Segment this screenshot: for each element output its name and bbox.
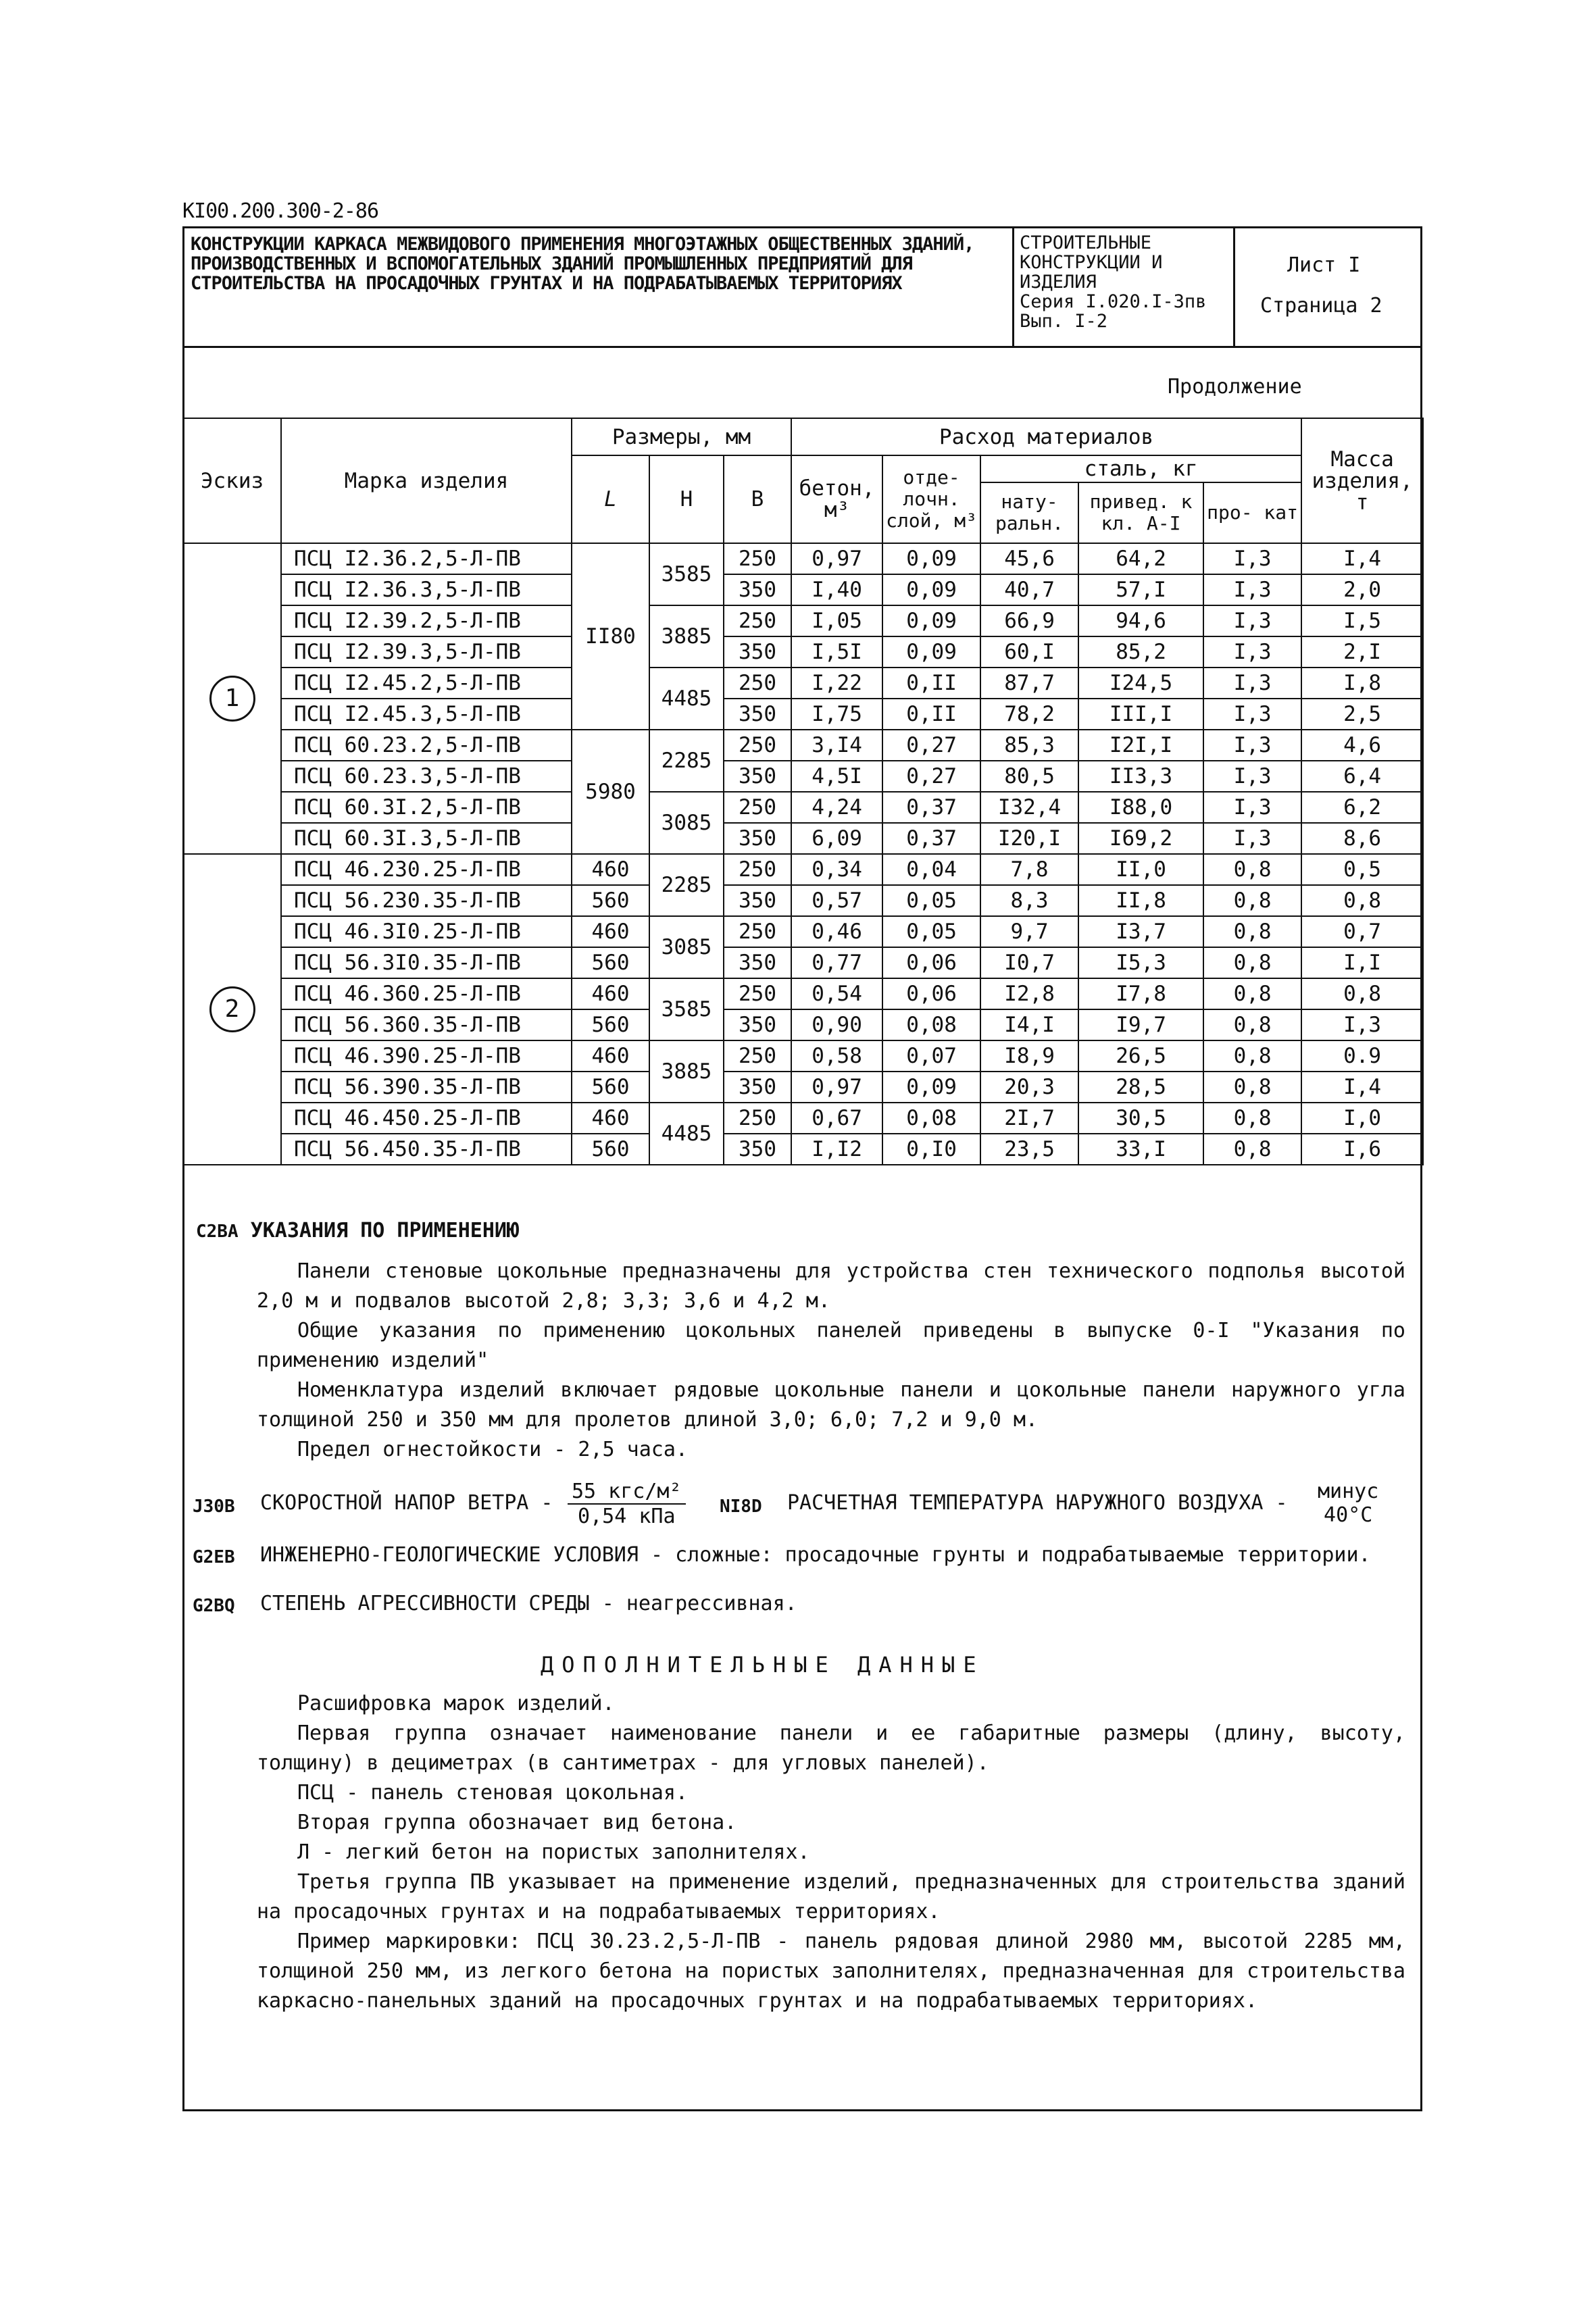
cell-concrete: 4,24: [791, 792, 882, 823]
cell-mark: ПСЦ 60.23.2,5-Л-ПВ: [281, 730, 572, 761]
cell-L: 460: [572, 1103, 649, 1134]
col-steel-reduced: привед. к кл. А-I: [1078, 482, 1203, 543]
cell-steel-reduced: II,8: [1078, 885, 1203, 916]
cell-steel-rolled: 0,8: [1203, 947, 1301, 978]
cell-H: 3085: [649, 916, 724, 978]
col-sketch: Эскиз: [183, 418, 281, 543]
cell-mark: ПСЦ 46.450.25-Л-ПВ: [281, 1103, 572, 1134]
cell-mark: ПСЦ I2.36.2,5-Л-ПВ: [281, 543, 572, 574]
usage-title: УКАЗАНИЯ ПО ПРИМЕНЕНИЮ: [250, 1219, 520, 1242]
cell-mark: ПСЦ I2.36.3,5-Л-ПВ: [281, 574, 572, 605]
cell-concrete: I,05: [791, 605, 882, 636]
cell-steel-reduced: III,I: [1078, 699, 1203, 730]
cell-H: 2285: [649, 730, 724, 792]
cell-concrete: 0,97: [791, 1072, 882, 1103]
cell-mass: 2,I: [1301, 636, 1423, 668]
col-concrete: бетон, м³: [791, 455, 882, 543]
sheet-number: Лист I: [1287, 253, 1361, 277]
cell-concrete: I,5I: [791, 636, 882, 668]
cell-concrete: 0,34: [791, 854, 882, 885]
cell-steel-natural: I8,9: [980, 1040, 1078, 1072]
cell-B: 350: [724, 1072, 791, 1103]
cell-mass: 4,6: [1301, 730, 1423, 761]
cell-finish: 0,27: [882, 730, 980, 761]
cell-mass: I,I: [1301, 947, 1423, 978]
cell-L: 560: [572, 885, 649, 916]
cell-concrete: I,I2: [791, 1134, 882, 1165]
cell-finish: 0,09: [882, 1072, 980, 1103]
cell-steel-reduced: I3,7: [1078, 916, 1203, 947]
cell-steel-natural: 23,5: [980, 1134, 1078, 1165]
cell-steel-reduced: II3,3: [1078, 761, 1203, 792]
cell-steel-rolled: I,3: [1203, 730, 1301, 761]
cell-steel-rolled: 0,8: [1203, 885, 1301, 916]
cell-concrete: 0,90: [791, 1009, 882, 1040]
cell-L: 5980: [572, 730, 649, 854]
cell-B: 250: [724, 543, 791, 574]
document-code: KI00.200.300-2-86: [182, 199, 379, 223]
additional-line: Первая группа означает наименование панели и ее габаритные размеры (длину, высоту, толщину) в дециметрах (в сантиметрах - для угловых панелей).: [257, 1721, 1405, 1775]
col-finish: отде- лочн. слой, м³: [882, 455, 980, 543]
cell-mark: ПСЦ 46.360.25-Л-ПВ: [281, 978, 572, 1009]
cell-mass: 0,8: [1301, 978, 1423, 1009]
cell-finish: 0,37: [882, 823, 980, 854]
cell-finish: 0,II: [882, 699, 980, 730]
cell-steel-natural: 20,3: [980, 1072, 1078, 1103]
cell-steel-reduced: 94,6: [1078, 605, 1203, 636]
temp-code: NI8D: [720, 1496, 762, 1517]
cell-mark: ПСЦ I2.45.3,5-Л-ПВ: [281, 699, 572, 730]
cell-steel-rolled: I,3: [1203, 543, 1301, 574]
series-info: [1012, 226, 1235, 346]
table-row: [183, 823, 1423, 854]
page-number: Страница 2: [1260, 294, 1382, 318]
cell-H: 4485: [649, 1103, 724, 1165]
cell-H: 2285: [649, 854, 724, 916]
col-mass: Масса изделия, т: [1301, 418, 1423, 543]
cell-finish: 0,05: [882, 916, 980, 947]
cell-mass: 0,8: [1301, 885, 1423, 916]
sketch-cell: [183, 543, 281, 854]
additional-line: Расшифровка марок изделий.: [297, 1692, 615, 1715]
cell-mark: ПСЦ 56.3I0.35-Л-ПВ: [281, 947, 572, 978]
cell-concrete: 0,67: [791, 1103, 882, 1134]
cell-B: 250: [724, 978, 791, 1009]
col-steel-natural: нату- ральн.: [980, 482, 1078, 543]
additional-line: ПСЦ - панель стеновая цокольная.: [297, 1781, 688, 1805]
cell-finish: 0,09: [882, 605, 980, 636]
cell-steel-natural: 66,9: [980, 605, 1078, 636]
cell-B: 350: [724, 574, 791, 605]
col-steel: сталь, кг: [980, 455, 1301, 482]
cell-concrete: 3,I4: [791, 730, 882, 761]
cell-steel-reduced: 30,5: [1078, 1103, 1203, 1134]
cell-steel-reduced: I69,2: [1078, 823, 1203, 854]
cell-steel-rolled: I,3: [1203, 574, 1301, 605]
geo-text: ИНЖЕНЕРНО-ГЕОЛОГИЧЕСКИЕ УСЛОВИЯ - сложные: просадочные грунты и подрабатываемые территории.: [260, 1543, 1371, 1567]
cell-L: II80: [572, 543, 649, 730]
table-row: [183, 574, 1423, 605]
cell-concrete: I,40: [791, 574, 882, 605]
cell-mass: 8,6: [1301, 823, 1423, 854]
cell-mark: ПСЦ 46.230.25-Л-ПВ: [281, 854, 572, 885]
cell-steel-rolled: 0,8: [1203, 978, 1301, 1009]
cell-finish: 0,08: [882, 1103, 980, 1134]
cell-steel-natural: 87,7: [980, 668, 1078, 699]
sketch-number-circle: 2: [209, 986, 255, 1032]
series-line: КОНСТРУКЦИИ И: [1020, 252, 1163, 273]
cell-steel-reduced: II,0: [1078, 854, 1203, 885]
wind-label: СКОРОСТНОЙ НАПОР ВЕТРА -: [260, 1491, 553, 1515]
temp-value-degrees: 40°C: [1324, 1503, 1373, 1527]
cell-steel-natural: 60,I: [980, 636, 1078, 668]
cell-steel-natural: I4,I: [980, 1009, 1078, 1040]
cell-H: 3885: [649, 1040, 724, 1103]
cell-steel-reduced: 33,I: [1078, 1134, 1203, 1165]
cell-steel-reduced: 28,5: [1078, 1072, 1203, 1103]
cell-steel-rolled: I,3: [1203, 792, 1301, 823]
cell-mass: 2,0: [1301, 574, 1423, 605]
cell-steel-rolled: I,3: [1203, 823, 1301, 854]
col-H: H: [649, 455, 724, 543]
cell-steel-reduced: 64,2: [1078, 543, 1203, 574]
cell-steel-reduced: 26,5: [1078, 1040, 1203, 1072]
temp-label: РАСЧЕТНАЯ ТЕМПЕРАТУРА НАРУЖНОГО ВОЗДУХА -: [787, 1491, 1288, 1515]
cell-finish: 0,I0: [882, 1134, 980, 1165]
cell-mass: 2,5: [1301, 699, 1423, 730]
usage-paragraph: Панели стеновые цокольные предназначены для устройства стен технического подполья высотой 2,0 м и подвалов высотой 2,8; 3,3; 3,6 и 4,2 м.: [257, 1259, 1405, 1313]
table-row: [183, 605, 1423, 636]
geo-code: G2EB: [193, 1547, 235, 1567]
wind-value-kpa: 0,54 кПа: [578, 1505, 676, 1528]
cell-mark: ПСЦ 56.390.35-Л-ПВ: [281, 1072, 572, 1103]
cell-mark: ПСЦ 46.390.25-Л-ПВ: [281, 1040, 572, 1072]
usage-paragraph: Общие указания по применению цокольных панелей приведены в выпуске 0-I "Указания по применению изделий": [257, 1319, 1405, 1372]
cell-finish: 0,37: [882, 792, 980, 823]
group-1-rows: [183, 543, 1423, 854]
cell-concrete: 0,58: [791, 1040, 882, 1072]
usage-code: C2BA: [196, 1222, 239, 1242]
cell-steel-reduced: 57,I: [1078, 574, 1203, 605]
wind-value-kgs: 55 кгс/м²: [568, 1480, 686, 1505]
cell-B: 250: [724, 730, 791, 761]
cell-H: 3885: [649, 605, 724, 668]
cell-B: 250: [724, 1040, 791, 1072]
cell-L: 460: [572, 1040, 649, 1072]
table-row: [183, 1040, 1423, 1072]
table-row: [183, 730, 1423, 761]
additional-text: [257, 1689, 1405, 2016]
cell-B: 350: [724, 823, 791, 854]
wind-value: [568, 1480, 686, 1528]
cell-B: 250: [724, 605, 791, 636]
cell-steel-natural: I20,I: [980, 823, 1078, 854]
cell-steel-rolled: I,3: [1203, 605, 1301, 636]
cell-steel-natural: 7,8: [980, 854, 1078, 885]
cell-steel-natural: 2I,7: [980, 1103, 1078, 1134]
table-row: [183, 978, 1423, 1009]
cell-steel-natural: 85,3: [980, 730, 1078, 761]
series-title: КОНСТРУКЦИИ КАРКАСА МЕЖВИДОВОГО ПРИМЕНЕНИЯ МНОГОЭТАЖНЫХ ОБЩЕСТВЕННЫХ ЗДАНИЙ, ПРОИЗВОДСТВЕННЫХ И ВСПОМОГАТЕЛЬНЫХ ЗДАНИЙ ПРОМЫШЛЕННЫХ ПРЕДПРИЯТИЙ ДЛЯ СТРОИТЕЛЬСТВА НА ПРОСАДОЧНЫХ ГРУНТАХ И НА ПОДРАБАТЫВАЕМЫХ ТЕРРИТОРИЯХ: [191, 234, 974, 294]
cell-B: 250: [724, 1103, 791, 1134]
temp-value: [1318, 1480, 1378, 1527]
col-B: B: [724, 455, 791, 543]
cell-B: 350: [724, 1134, 791, 1165]
cell-steel-natural: I2,8: [980, 978, 1078, 1009]
cell-finish: 0,II: [882, 668, 980, 699]
cell-concrete: 0,97: [791, 543, 882, 574]
cell-steel-rolled: 0,8: [1203, 854, 1301, 885]
continuation-label: Продолжение: [1168, 375, 1302, 399]
col-L: L: [572, 455, 649, 543]
cell-steel-rolled: I,3: [1203, 761, 1301, 792]
cell-B: 350: [724, 1009, 791, 1040]
cell-B: 350: [724, 885, 791, 916]
table-row: [183, 947, 1423, 978]
usage-heading: [196, 1216, 519, 1247]
table-row: [183, 1009, 1423, 1040]
series-line: Вып. I-2: [1020, 311, 1108, 332]
col-steel-rolled: про- кат: [1203, 482, 1301, 543]
col-dims: Размеры, мм: [572, 418, 791, 455]
cell-steel-natural: 9,7: [980, 916, 1078, 947]
aggr-code: G2BQ: [193, 1596, 235, 1616]
cell-finish: 0,04: [882, 854, 980, 885]
cell-L: 460: [572, 854, 649, 885]
products-table: [182, 418, 1424, 1165]
cell-steel-rolled: 0,8: [1203, 1040, 1301, 1072]
cell-mass: I,6: [1301, 1134, 1423, 1165]
cell-steel-natural: I0,7: [980, 947, 1078, 978]
cell-steel-natural: 78,2: [980, 699, 1078, 730]
cell-L: 460: [572, 916, 649, 947]
cell-mass: 0,5: [1301, 854, 1423, 885]
cell-steel-rolled: 0,8: [1203, 916, 1301, 947]
cell-L: 560: [572, 1009, 649, 1040]
cell-steel-natural: 45,6: [980, 543, 1078, 574]
cell-mass: I,5: [1301, 605, 1423, 636]
cell-steel-reduced: I9,7: [1078, 1009, 1203, 1040]
cell-steel-reduced: I5,3: [1078, 947, 1203, 978]
additional-title: ДОПОЛНИТЕЛЬНЫЕ ДАННЫЕ: [541, 1652, 984, 1678]
group-2-rows: [183, 854, 1423, 1165]
series-line: Серия I.020.I-3пв: [1020, 291, 1207, 312]
usage-paragraph: Номенклатура изделий включает рядовые цокольные панели и цокольные панели наружного угла толщиной 250 и 350 мм для пролетов длиной 3,0; 6,0; 7,2 и 9,0 м.: [257, 1378, 1405, 1432]
cell-mass: I,0: [1301, 1103, 1423, 1134]
cell-B: 350: [724, 636, 791, 668]
cell-mark: ПСЦ 46.3I0.25-Л-ПВ: [281, 916, 572, 947]
cell-concrete: I,75: [791, 699, 882, 730]
cell-finish: 0,06: [882, 947, 980, 978]
cell-B: 350: [724, 947, 791, 978]
cell-mark: ПСЦ I2.45.2,5-Л-ПВ: [281, 668, 572, 699]
table-row: [183, 636, 1423, 668]
cell-steel-rolled: I,3: [1203, 636, 1301, 668]
cell-L: 460: [572, 978, 649, 1009]
sheet-info: [1247, 226, 1422, 346]
cell-finish: 0,06: [882, 978, 980, 1009]
cell-mark: ПСЦ 56.450.35-Л-ПВ: [281, 1134, 572, 1165]
cell-finish: 0,27: [882, 761, 980, 792]
cell-concrete: I,22: [791, 668, 882, 699]
cell-B: 250: [724, 668, 791, 699]
aggr-text: СТЕПЕНЬ АГРЕССИВНОСТИ СРЕДЫ - неагрессивная.: [260, 1592, 797, 1615]
cell-mass: 6,2: [1301, 792, 1423, 823]
col-mark: Марка изделия: [281, 418, 572, 543]
cell-concrete: 0,57: [791, 885, 882, 916]
cell-B: 250: [724, 916, 791, 947]
cell-B: 350: [724, 699, 791, 730]
cell-mark: ПСЦ 56.230.35-Л-ПВ: [281, 885, 572, 916]
table-row: [183, 1072, 1423, 1103]
cell-concrete: 0,77: [791, 947, 882, 978]
cell-L: 560: [572, 947, 649, 978]
additional-line: Пример маркировки: ПСЦ 30.23.2,5-Л-ПВ - панель рядовая длиной 2980 мм, высотой 2285 мм, толщиной 250 мм, из легкого бетона на пористых заполнителях, предназначенная для строительства каркасно-панельных зданий на просадочных грунтах и на подрабатываемых территориях.: [257, 1930, 1405, 2013]
cell-mark: ПСЦ 60.3I.2,5-Л-ПВ: [281, 792, 572, 823]
cell-steel-natural: 8,3: [980, 885, 1078, 916]
cell-mark: ПСЦ I2.39.2,5-Л-ПВ: [281, 605, 572, 636]
cell-L: 560: [572, 1134, 649, 1165]
cell-steel-natural: I32,4: [980, 792, 1078, 823]
cell-B: 350: [724, 761, 791, 792]
cell-H: 3585: [649, 978, 724, 1040]
table-row: [183, 1134, 1423, 1165]
cell-finish: 0,09: [882, 543, 980, 574]
temp-value-word: минус: [1318, 1480, 1379, 1503]
cell-concrete: 0,46: [791, 916, 882, 947]
cell-finish: 0,07: [882, 1040, 980, 1072]
cell-concrete: 4,5I: [791, 761, 882, 792]
cell-mass: I,4: [1301, 543, 1423, 574]
table-row: [183, 792, 1423, 823]
cell-steel-rolled: 0,8: [1203, 1134, 1301, 1165]
cell-mass: I,3: [1301, 1009, 1423, 1040]
cell-concrete: 0,54: [791, 978, 882, 1009]
usage-text: [257, 1257, 1405, 1465]
cell-steel-rolled: I,3: [1203, 699, 1301, 730]
cell-steel-reduced: I24,5: [1078, 668, 1203, 699]
wind-code: J30B: [193, 1496, 235, 1517]
sketch-cell: [183, 854, 281, 1165]
table-row: [183, 543, 1423, 574]
cell-steel-rolled: 0,8: [1203, 1103, 1301, 1134]
cell-steel-reduced: 85,2: [1078, 636, 1203, 668]
col-materials: Расход материалов: [791, 418, 1301, 455]
series-line: ИЗДЕЛИЯ: [1020, 272, 1097, 293]
cell-steel-natural: 80,5: [980, 761, 1078, 792]
cell-mark: ПСЦ 60.3I.3,5-Л-ПВ: [281, 823, 572, 854]
cell-mass: 6,4: [1301, 761, 1423, 792]
additional-line: Вторая группа обозначает вид бетона.: [297, 1811, 737, 1834]
cell-mark: ПСЦ 56.360.35-Л-ПВ: [281, 1009, 572, 1040]
table-row: [183, 668, 1423, 699]
cell-finish: 0,08: [882, 1009, 980, 1040]
table-row: [183, 854, 1423, 885]
cell-steel-natural: 40,7: [980, 574, 1078, 605]
cell-mark: ПСЦ 60.23.3,5-Л-ПВ: [281, 761, 572, 792]
cell-steel-reduced: I2I,I: [1078, 730, 1203, 761]
cell-steel-reduced: I88,0: [1078, 792, 1203, 823]
cell-H: 4485: [649, 668, 724, 730]
cell-steel-rolled: I,3: [1203, 668, 1301, 699]
cell-steel-rolled: 0,8: [1203, 1072, 1301, 1103]
title-block: [182, 226, 1422, 348]
table-row: [183, 916, 1423, 947]
cell-finish: 0,09: [882, 636, 980, 668]
additional-line: Третья группа ПВ указывает на применение изделий, предназначенных для строительства зданий на просадочных грунтах и на подрабатываемых территориях.: [257, 1870, 1405, 1923]
cell-mass: I,8: [1301, 668, 1423, 699]
table-row: [183, 1103, 1423, 1134]
cell-mark: ПСЦ I2.39.3,5-Л-ПВ: [281, 636, 572, 668]
table-row: [183, 885, 1423, 916]
cell-B: 250: [724, 792, 791, 823]
cell-mass: 0.9: [1301, 1040, 1423, 1072]
cell-mass: I,4: [1301, 1072, 1423, 1103]
usage-paragraph: Предел огнестойкости - 2,5 часа.: [297, 1438, 688, 1461]
table-row: [183, 761, 1423, 792]
additional-line: Л - легкий бетон на пористых заполнителях.: [297, 1840, 810, 1864]
cell-H: 3585: [649, 543, 724, 605]
cell-H: 3085: [649, 792, 724, 854]
cell-finish: 0,09: [882, 574, 980, 605]
series-line: СТРОИТЕЛЬНЫЕ: [1020, 232, 1152, 253]
cell-L: 560: [572, 1072, 649, 1103]
cell-mass: 0,7: [1301, 916, 1423, 947]
cell-finish: 0,05: [882, 885, 980, 916]
cell-steel-reduced: I7,8: [1078, 978, 1203, 1009]
cell-concrete: 6,09: [791, 823, 882, 854]
cell-B: 250: [724, 854, 791, 885]
sketch-number-circle: 1: [209, 676, 255, 722]
table-row: [183, 699, 1423, 730]
cell-steel-rolled: 0,8: [1203, 1009, 1301, 1040]
